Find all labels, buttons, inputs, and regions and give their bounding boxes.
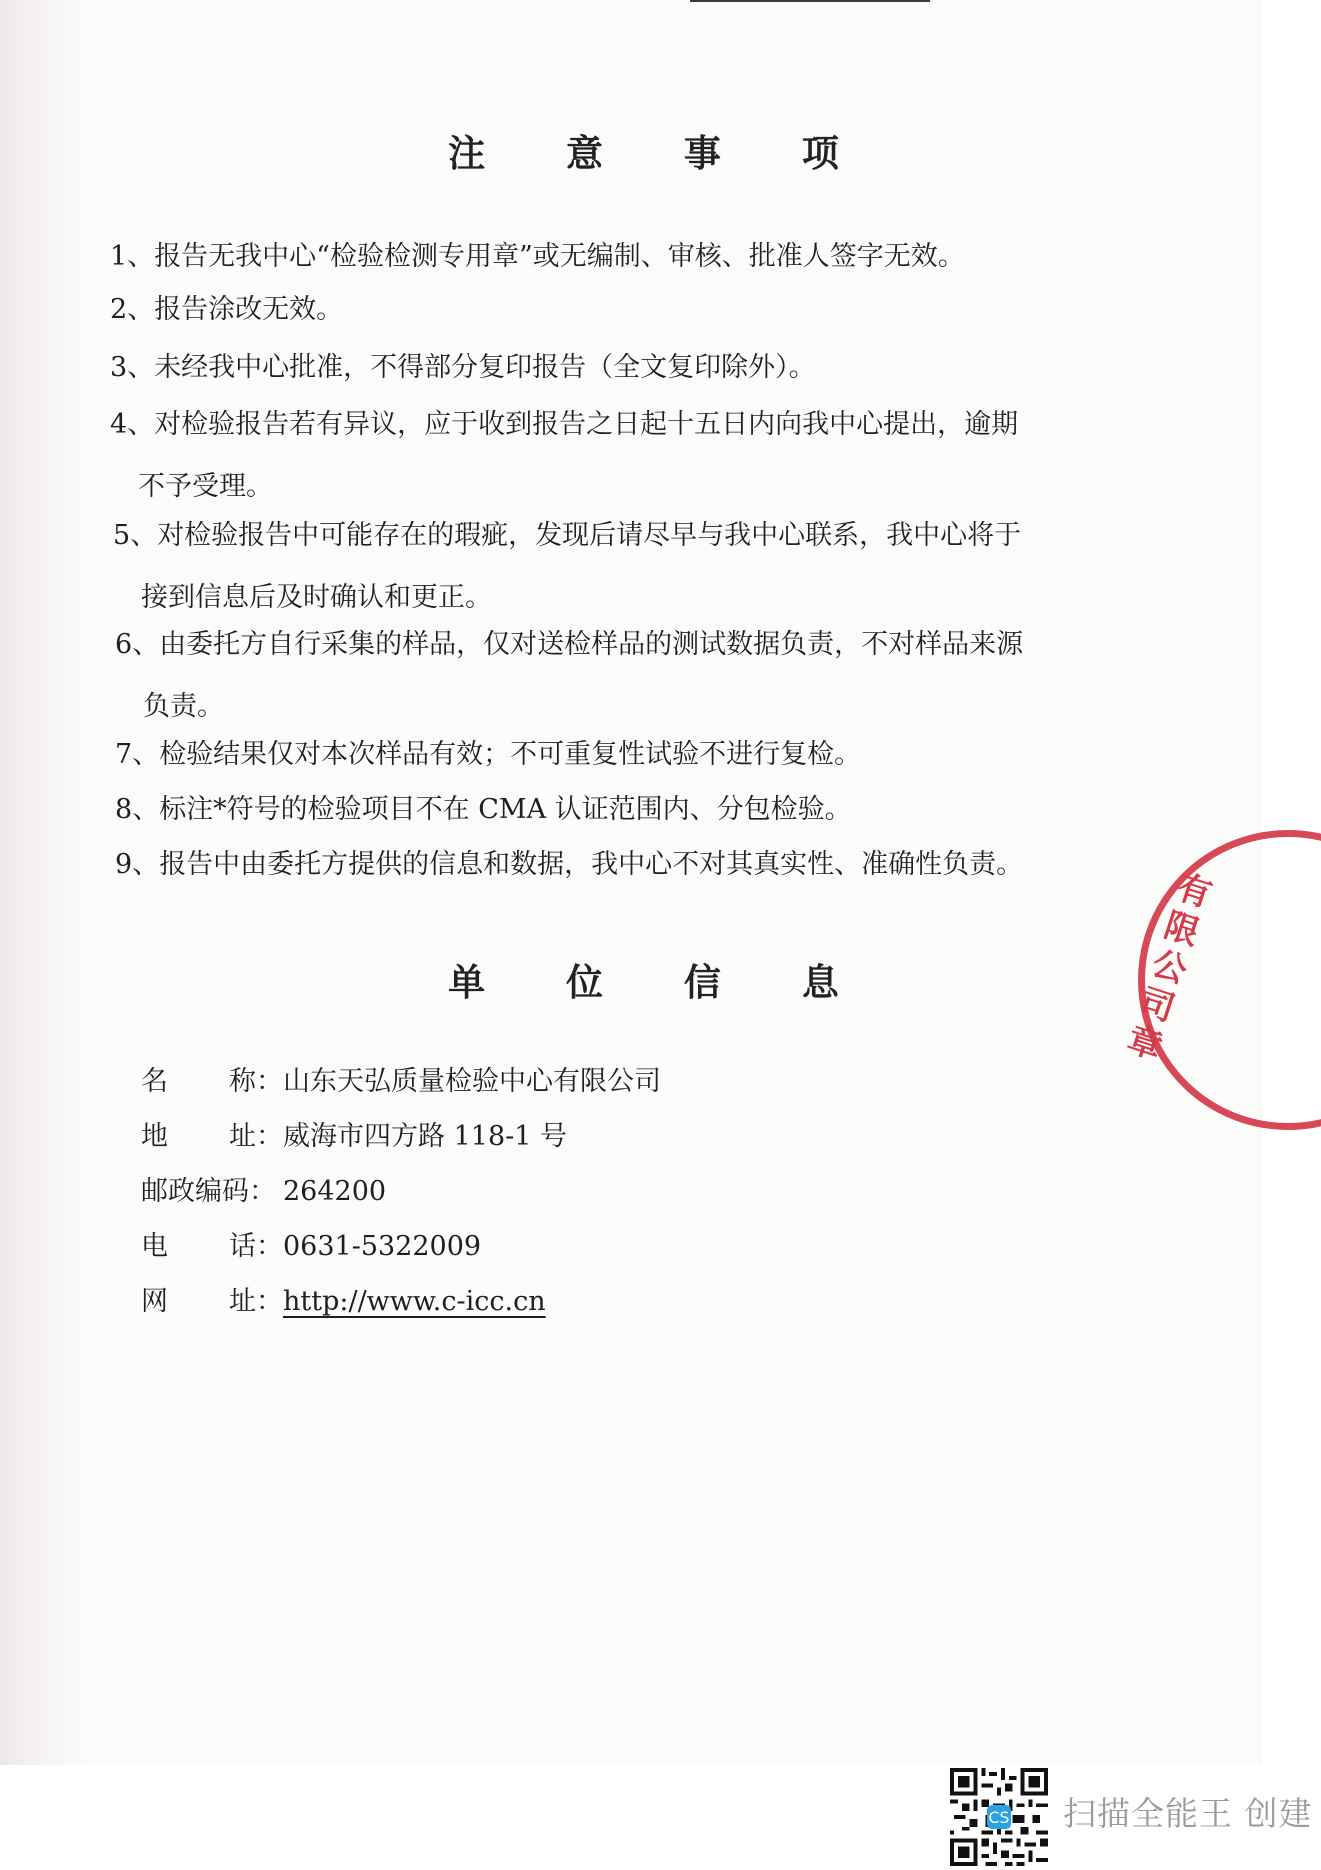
notice-title: 注 意 事 项 [448, 131, 873, 175]
notice-item-4: 4、对检验报告若有异议，应于收到报告之日起十五日内向我中心提出，逾期 不予受理。 [110, 409, 1019, 502]
notice-item-number: 5 [113, 520, 131, 551]
qr-code-icon [950, 1768, 1048, 1866]
notice-item-text: 检验结果仅对本次样品有效；不可重复性试验不进行复检。 [159, 739, 862, 770]
notice-item-number: 3 [110, 352, 128, 383]
top-rule [690, 0, 930, 2]
svg-text:CS: CS [988, 1807, 1010, 1827]
unit-name-label: 名 称： [141, 1066, 283, 1097]
notice-item-number: 4 [110, 409, 128, 440]
seal-text: 有限公司章 [1122, 867, 1217, 1068]
unit-address-row [141, 1120, 567, 1153]
unit-website-link[interactable]: http://www.c-icc.cn [283, 1286, 546, 1317]
notice-item-number: 6 [115, 629, 133, 660]
unit-address-value: 威海市四方路 118-1 号 [283, 1121, 568, 1152]
notice-item-6: 6、由委托方自行采集的样品，仅对送检样品的测试数据负责，不对样品来源 负责。 [115, 629, 1024, 722]
unit-name-value: 山东天弘质量检验中心有限公司 [283, 1066, 661, 1097]
notice-item-text: 报告涂改无效。 [154, 294, 344, 325]
unit-name-row [141, 1065, 661, 1098]
notice-item-1: 1、报告无我中心“检验检测专用章”或无编制、审核、批准人签字无效。 [110, 241, 965, 272]
notice-item-number: 1 [110, 241, 128, 272]
unit-postcode-row [141, 1175, 386, 1208]
notice-item-number: 2 [110, 294, 128, 325]
unit-address-label: 地 址： [141, 1121, 283, 1152]
unit-phone-label: 电 话： [141, 1231, 283, 1262]
notice-item-number: 8 [115, 794, 133, 825]
notice-item-number: 7 [115, 739, 133, 770]
unit-website-row [141, 1285, 546, 1318]
notice-item-5: 5、对检验报告中可能存在的瑕疵，发现后请尽早与我中心联系，我中心将于 接到信息后及时确认和更正。 [113, 520, 1022, 613]
notice-item-text: 对检验报告若有异议，应于收到报告之日起十五日内向我中心提出，逾期 [154, 409, 1019, 440]
notice-item-3: 3、未经我中心批准，不得部分复印报告（全文复印除外）。 [110, 352, 816, 383]
unit-postcode-label: 邮政编码： [141, 1176, 276, 1207]
unit-website-label: 网 址： [141, 1286, 283, 1317]
notice-item-text: 由委托方自行采集的样品，仅对送检样品的测试数据负责，不对样品来源 [159, 629, 1024, 660]
notice-item-text: 报告无我中心“检验检测专用章”或无编制、审核、批准人签字无效。 [154, 241, 965, 272]
notice-item-text: 未经我中心批准，不得部分复印报告（全文复印除外）。 [154, 352, 816, 383]
notice-item-2: 2、报告涂改无效。 [110, 294, 344, 325]
notice-item-8: 8、标注*符号的检验项目不在 CMA 认证范围内、分包检验。 [115, 794, 852, 825]
notice-item-continuation: 负责。 [143, 691, 224, 722]
notice-item-7: 7、检验结果仅对本次样品有效；不可重复性试验不进行复检。 [115, 739, 862, 770]
unit-info-title: 单 位 信 息 [448, 960, 873, 1004]
notice-item-text: 对检验报告中可能存在的瑕疵，发现后请尽早与我中心联系，我中心将于 [157, 520, 1022, 551]
notice-item-text: 标注*符号的检验项目不在 CMA 认证范围内、分包检验。 [159, 794, 852, 825]
unit-phone-row [141, 1230, 481, 1263]
notice-item-number: 9 [115, 849, 133, 880]
scanner-brand-text: 扫描全能王 创建 [1063, 1794, 1313, 1833]
unit-postcode-value: 264200 [283, 1176, 387, 1207]
notice-item-text: 报告中由委托方提供的信息和数据，我中心不对其真实性、准确性负责。 [159, 849, 1024, 880]
unit-phone-value: 0631-5322009 [283, 1231, 482, 1262]
notice-item-continuation: 不予受理。 [138, 471, 273, 502]
notice-item-continuation: 接到信息后及时确认和更正。 [141, 582, 492, 613]
notice-item-9: 9、报告中由委托方提供的信息和数据，我中心不对其真实性、准确性负责。 [115, 849, 1024, 880]
